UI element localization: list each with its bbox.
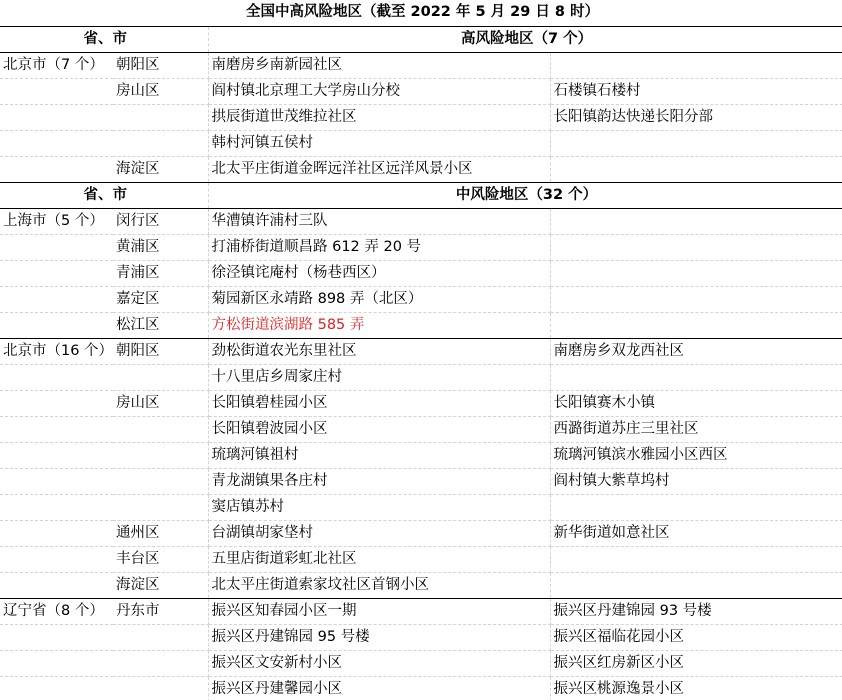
- province-cell: [0, 312, 113, 338]
- table-row: [0, 468, 842, 494]
- area-cell-secondary: 振兴区丹建锦园 93 号楼: [550, 598, 842, 624]
- province-cell: [0, 390, 113, 416]
- province-cell: [0, 650, 113, 676]
- district-cell: [113, 416, 208, 442]
- area-cell-primary: 台湖镇胡家垡村: [208, 520, 550, 546]
- area-cell-secondary: [550, 364, 842, 390]
- area-cell-secondary: [550, 494, 842, 520]
- province-cell: [0, 546, 113, 572]
- area-cell-secondary: 琉璃河镇滨水雅园小区西区: [550, 442, 842, 468]
- area-cell-primary: 长阳镇碧波园小区: [208, 416, 550, 442]
- mid-header-areas: 中风险地区（32 个）: [208, 182, 842, 208]
- province-cell: [0, 104, 113, 130]
- table-row: [0, 130, 842, 156]
- high-risk-header-row: [0, 26, 842, 52]
- area-cell-secondary: 长阳镇韵达快递长阳分部: [550, 104, 842, 130]
- area-cell-secondary: [550, 312, 842, 338]
- table-row: [0, 676, 842, 700]
- page-title: 全国中高风险地区（截至 2022 年 5 月 29 日 8 时）: [0, 0, 842, 26]
- table-row: [0, 234, 842, 260]
- district-cell: 朝阳区: [113, 52, 208, 78]
- area-cell-primary: 窦店镇苏村: [208, 494, 550, 520]
- area-cell-secondary: [550, 234, 842, 260]
- province-cell: [0, 234, 113, 260]
- province-cell: [0, 572, 113, 598]
- table-row: [0, 156, 842, 182]
- area-cell-primary: 打浦桥街道顺昌路 612 弄 20 号: [208, 234, 550, 260]
- province-cell: [0, 442, 113, 468]
- district-cell: [113, 650, 208, 676]
- district-cell: 通州区: [113, 520, 208, 546]
- area-cell-primary: 劲松街道农光东里社区: [208, 338, 550, 364]
- area-cell-primary: 振兴区丹建锦园 95 号楼: [208, 624, 550, 650]
- area-cell-secondary: [550, 572, 842, 598]
- area-cell-primary: 阎村镇北京理工大学房山分校: [208, 78, 550, 104]
- area-cell-primary: 南磨房乡南新园社区: [208, 52, 550, 78]
- table-row: [0, 78, 842, 104]
- title-row: [0, 0, 842, 26]
- district-cell: 丰台区: [113, 546, 208, 572]
- table-row: [0, 442, 842, 468]
- province-cell: [0, 286, 113, 312]
- mid-header-province-city: 省、市: [0, 182, 208, 208]
- area-cell-primary: 青龙湖镇果各庄村: [208, 468, 550, 494]
- province-cell: [0, 520, 113, 546]
- table-row: [0, 104, 842, 130]
- area-cell-secondary: 振兴区福临花园小区: [550, 624, 842, 650]
- table-row: [0, 338, 842, 364]
- table-row: [0, 52, 842, 78]
- province-cell: [0, 78, 113, 104]
- district-cell: [113, 468, 208, 494]
- table-row: [0, 390, 842, 416]
- area-cell-secondary: 振兴区桃源逸景小区: [550, 676, 842, 700]
- high-header-areas: 高风险地区（7 个）: [208, 26, 842, 52]
- area-cell-primary: 长阳镇碧桂园小区: [208, 390, 550, 416]
- area-cell-primary: 徐泾镇诧庵村（杨巷西区）: [208, 260, 550, 286]
- province-cell: 辽宁省（8 个）: [0, 598, 113, 624]
- area-cell-secondary: 振兴区红房新区小区: [550, 650, 842, 676]
- area-cell-primary: 十八里店乡周家庄村: [208, 364, 550, 390]
- area-cell-primary: 拱辰街道世茂维拉社区: [208, 104, 550, 130]
- district-cell: 房山区: [113, 390, 208, 416]
- area-cell-secondary: [550, 286, 842, 312]
- area-cell-secondary: 西潞街道苏庄三里社区: [550, 416, 842, 442]
- district-cell: [113, 104, 208, 130]
- table-row: [0, 286, 842, 312]
- area-cell-secondary: [550, 130, 842, 156]
- district-cell: [113, 494, 208, 520]
- area-cell-primary: 北太平庄街道金晖远洋社区远洋风景小区: [208, 156, 550, 182]
- district-cell: 松江区: [113, 312, 208, 338]
- area-cell-primary: 五里店街道彩虹北社区: [208, 546, 550, 572]
- province-cell: [0, 156, 113, 182]
- table-row: [0, 598, 842, 624]
- area-cell-secondary: [550, 260, 842, 286]
- area-cell-primary: 华漕镇许浦村三队: [208, 208, 550, 234]
- district-cell: 房山区: [113, 78, 208, 104]
- district-cell: [113, 676, 208, 700]
- table-row: [0, 546, 842, 572]
- area-cell-primary: 振兴区文安新村小区: [208, 650, 550, 676]
- province-cell: [0, 416, 113, 442]
- district-cell: 嘉定区: [113, 286, 208, 312]
- area-cell-secondary: [550, 52, 842, 78]
- province-cell: 北京市（7 个）: [0, 52, 113, 78]
- district-cell: 青浦区: [113, 260, 208, 286]
- province-cell: [0, 676, 113, 700]
- district-cell: 海淀区: [113, 572, 208, 598]
- area-cell-primary: 振兴区知春园小区一期: [208, 598, 550, 624]
- area-cell-secondary: [550, 208, 842, 234]
- table-row: [0, 520, 842, 546]
- area-cell-secondary: [550, 156, 842, 182]
- table-row: [0, 572, 842, 598]
- province-cell: [0, 624, 113, 650]
- area-cell-secondary: 阎村镇大紫草坞村: [550, 468, 842, 494]
- district-cell: 海淀区: [113, 156, 208, 182]
- area-cell-secondary: 南磨房乡双龙西社区: [550, 338, 842, 364]
- table-row: [0, 416, 842, 442]
- province-cell: 北京市（16 个）: [0, 338, 113, 364]
- area-cell-primary: 韩村河镇五侯村: [208, 130, 550, 156]
- table-row: [0, 624, 842, 650]
- high-header-province-city: 省、市: [0, 26, 208, 52]
- area-cell-primary: 菊园新区永靖路 898 弄（北区）: [208, 286, 550, 312]
- district-cell: [113, 442, 208, 468]
- table-row: [0, 494, 842, 520]
- province-cell: 上海市（5 个）: [0, 208, 113, 234]
- table-row: [0, 260, 842, 286]
- mid-risk-header-row: [0, 182, 842, 208]
- district-cell: [113, 364, 208, 390]
- district-cell: 黄浦区: [113, 234, 208, 260]
- province-cell: [0, 130, 113, 156]
- area-cell-secondary: 长阳镇赛木小镇: [550, 390, 842, 416]
- table-row: [0, 312, 842, 338]
- district-cell: [113, 130, 208, 156]
- area-cell-secondary: 新华街道如意社区: [550, 520, 842, 546]
- district-cell: 闵行区: [113, 208, 208, 234]
- area-cell-secondary: [550, 546, 842, 572]
- province-cell: [0, 468, 113, 494]
- table-row: [0, 208, 842, 234]
- area-cell-secondary: 石楼镇石楼村: [550, 78, 842, 104]
- province-cell: [0, 260, 113, 286]
- area-cell-primary: 方松街道滨湖路 585 弄: [208, 312, 550, 338]
- province-cell: [0, 494, 113, 520]
- area-cell-primary: 北太平庄街道索家坟社区首钢小区: [208, 572, 550, 598]
- province-cell: [0, 364, 113, 390]
- table-row: [0, 364, 842, 390]
- area-cell-primary: 振兴区丹建馨园小区: [208, 676, 550, 700]
- district-cell: 丹东市: [113, 598, 208, 624]
- district-cell: [113, 624, 208, 650]
- area-cell-primary: 琉璃河镇祖村: [208, 442, 550, 468]
- district-cell: 朝阳区: [113, 338, 208, 364]
- table-row: [0, 650, 842, 676]
